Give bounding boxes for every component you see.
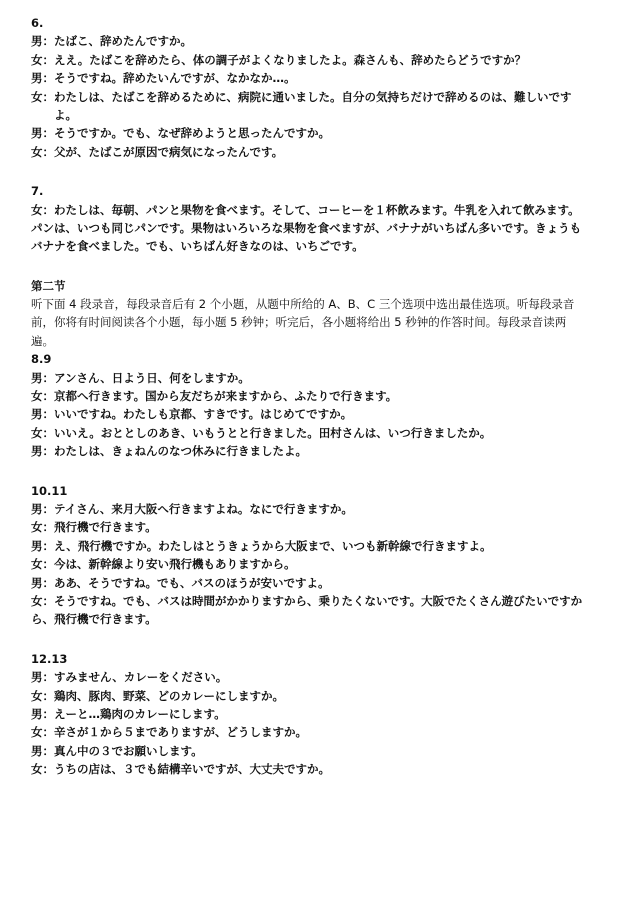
speaker-label: 女： (31, 425, 54, 440)
speaker-label: 女： (31, 762, 54, 777)
dialogue-text: 父が、たばこが原因で病気になったんです。 (54, 144, 284, 159)
dialogue-line (31, 742, 587, 760)
speaker-label: 女： (31, 89, 54, 104)
dialogue-text: そうですね。辞めたいんですが、なかなか…。 (54, 71, 296, 86)
dialogue-line (31, 387, 587, 405)
question-number: 10.11 (31, 483, 68, 498)
dialogue-line (31, 88, 587, 125)
speaker-label: 男： (31, 706, 54, 721)
dialogue-text: 鶏肉、豚肉、野菜、どのカレーにしますか。 (54, 688, 284, 703)
section-heading: 第二节 (31, 278, 66, 293)
speaker-label: 男： (31, 444, 54, 459)
question-number: 7. (31, 184, 44, 199)
speaker-label: 男： (31, 575, 54, 590)
question-8-9-dialogue (31, 350, 587, 460)
dialogue-line (31, 143, 587, 161)
speaker-label: 男： (31, 743, 54, 758)
dialogue-line (31, 124, 587, 142)
dialogue-text: わたしは、きょねんのなつ休みに行きましたよ。 (54, 444, 307, 459)
speaker-label: 女： (31, 52, 54, 67)
speaker-label: 女： (31, 144, 54, 159)
speaker-label: 男： (31, 370, 54, 385)
monologue-paragraph (31, 201, 587, 256)
speaker-label: 女： (31, 389, 54, 404)
dialogue-line (31, 500, 587, 518)
dialogue-line (31, 424, 587, 442)
speaker-label: 男： (31, 538, 54, 553)
monologue-text: わたしは、毎朝、パンと果物を食べます。そして、コーヒーを１杯飲みます。牛乳を入れて飲みます。パンは、いつも同じパンです。果物はいろいろな果物を食べますが、バナナがいちばん多いです。きょうもバナナを食べました。でも、いちばん好きなのは、いちごです。 (31, 202, 582, 254)
dialogue-text: ええ。たばこを辞めたら、体の調子がよくなりましたよ。森さんも、辞めたらどうですか？ (54, 52, 527, 67)
speaker-label: 男： (31, 407, 54, 422)
dialogue-line (31, 69, 587, 87)
dialogue-text: すみません、カレーをください。 (54, 670, 228, 685)
section-2-instructions (31, 277, 587, 351)
speaker-label: 女： (31, 520, 54, 535)
speaker-label: 男： (31, 670, 54, 685)
dialogue-text: 京都へ行きます。国から友だちが来ますから、ふたりで行きます。 (54, 389, 398, 404)
dialogue-line (31, 574, 587, 592)
dialogue-line (31, 668, 587, 686)
dialogue-text: いいえ。おととしのあき、いもうとと行きました。田村さんは、いつ行きましたか。 (54, 425, 492, 440)
question-number: 12.13 (31, 651, 68, 666)
dialogue-line (31, 405, 587, 423)
spacer (31, 629, 587, 650)
dialogue-line (31, 518, 587, 536)
dialogue-text: そうですか。でも、なぜ辞めようと思ったんですか。 (54, 126, 330, 141)
listening-script-page (31, 14, 587, 778)
instruction-text: 听下面 4 段录音，每段录音后有 2 个小题，从题中所给的 A、B、C 三个选项中选出最佳选项。听每段录音前，你将有时间阅读各个小题，每小题 5 秒钟；听完后，各小题将给出 5 秒钟的作答时间。每段录音读两遍。 (31, 297, 575, 348)
question-number: 8.9 (31, 352, 52, 367)
dialogue-line (31, 687, 587, 705)
dialogue-line (31, 369, 587, 387)
speaker-label: 女： (31, 202, 54, 217)
speaker-label: 女： (31, 557, 54, 572)
speaker-label: 男： (31, 501, 54, 516)
dialogue-text: アンさん、日よう日、何をしますか。 (54, 370, 250, 385)
dialogue-line (31, 555, 587, 573)
spacer (31, 161, 587, 182)
speaker-label: 男： (31, 71, 54, 86)
dialogue-line (31, 442, 587, 460)
dialogue-text: 今は、新幹線より安い飛行機もありますから。 (54, 557, 296, 572)
question-7-monologue (31, 182, 587, 256)
question-12-13-dialogue (31, 650, 587, 779)
spacer (31, 461, 587, 482)
dialogue-text: うちの店は、３でも結構辛いですが、大丈夫ですか。 (54, 762, 330, 777)
speaker-label: 女： (31, 593, 54, 608)
dialogue-text: えーと…鶏肉のカレーにします。 (54, 706, 226, 721)
spacer (31, 256, 587, 277)
speaker-label: 男： (31, 34, 54, 49)
dialogue-text: え、飛行機ですか。わたしはとうきょうから大阪まで、いつも新幹線で行きますよ。 (54, 538, 492, 553)
dialogue-text: いいですね。わたしも京都、すきです。はじめてですか。 (54, 407, 353, 422)
dialogue-text: テイさん、来月大阪へ行きますよね。なにで行きますか。 (54, 501, 353, 516)
dialogue-text: わたしは、たばこを辞めるために、病院に通いました。自分の気持ちだけで辞めるのは、難しいですよ。 (54, 89, 572, 122)
dialogue-text: ああ、そうですね。でも、バスのほうが安いですよ。 (54, 575, 330, 590)
dialogue-text: 飛行機で行きます。 (54, 520, 157, 535)
dialogue-line (31, 705, 587, 723)
speaker-label: 女： (31, 688, 54, 703)
dialogue-line (31, 537, 587, 555)
speaker-label: 女： (31, 725, 54, 740)
dialogue-line-wrapped (31, 592, 587, 629)
dialogue-text: そうですね。でも、バスは時間がかかりますから、乗りたくないです。大阪でたくさん遊びたいですから、飛行機で行きます。 (31, 593, 583, 627)
question-6-dialogue (31, 14, 587, 161)
dialogue-text: 真ん中の３でお願いします。 (54, 743, 203, 758)
dialogue-text: たばこ、辞めたんですか。 (54, 34, 192, 49)
dialogue-line (31, 51, 587, 69)
dialogue-line (31, 760, 587, 778)
speaker-label: 男： (31, 126, 54, 141)
question-number: 6. (31, 16, 44, 30)
question-10-11-dialogue (31, 482, 587, 629)
dialogue-line (31, 32, 587, 50)
dialogue-line (31, 723, 587, 741)
dialogue-text: 辛さが１から５までありますが、どうしますか。 (54, 725, 307, 740)
